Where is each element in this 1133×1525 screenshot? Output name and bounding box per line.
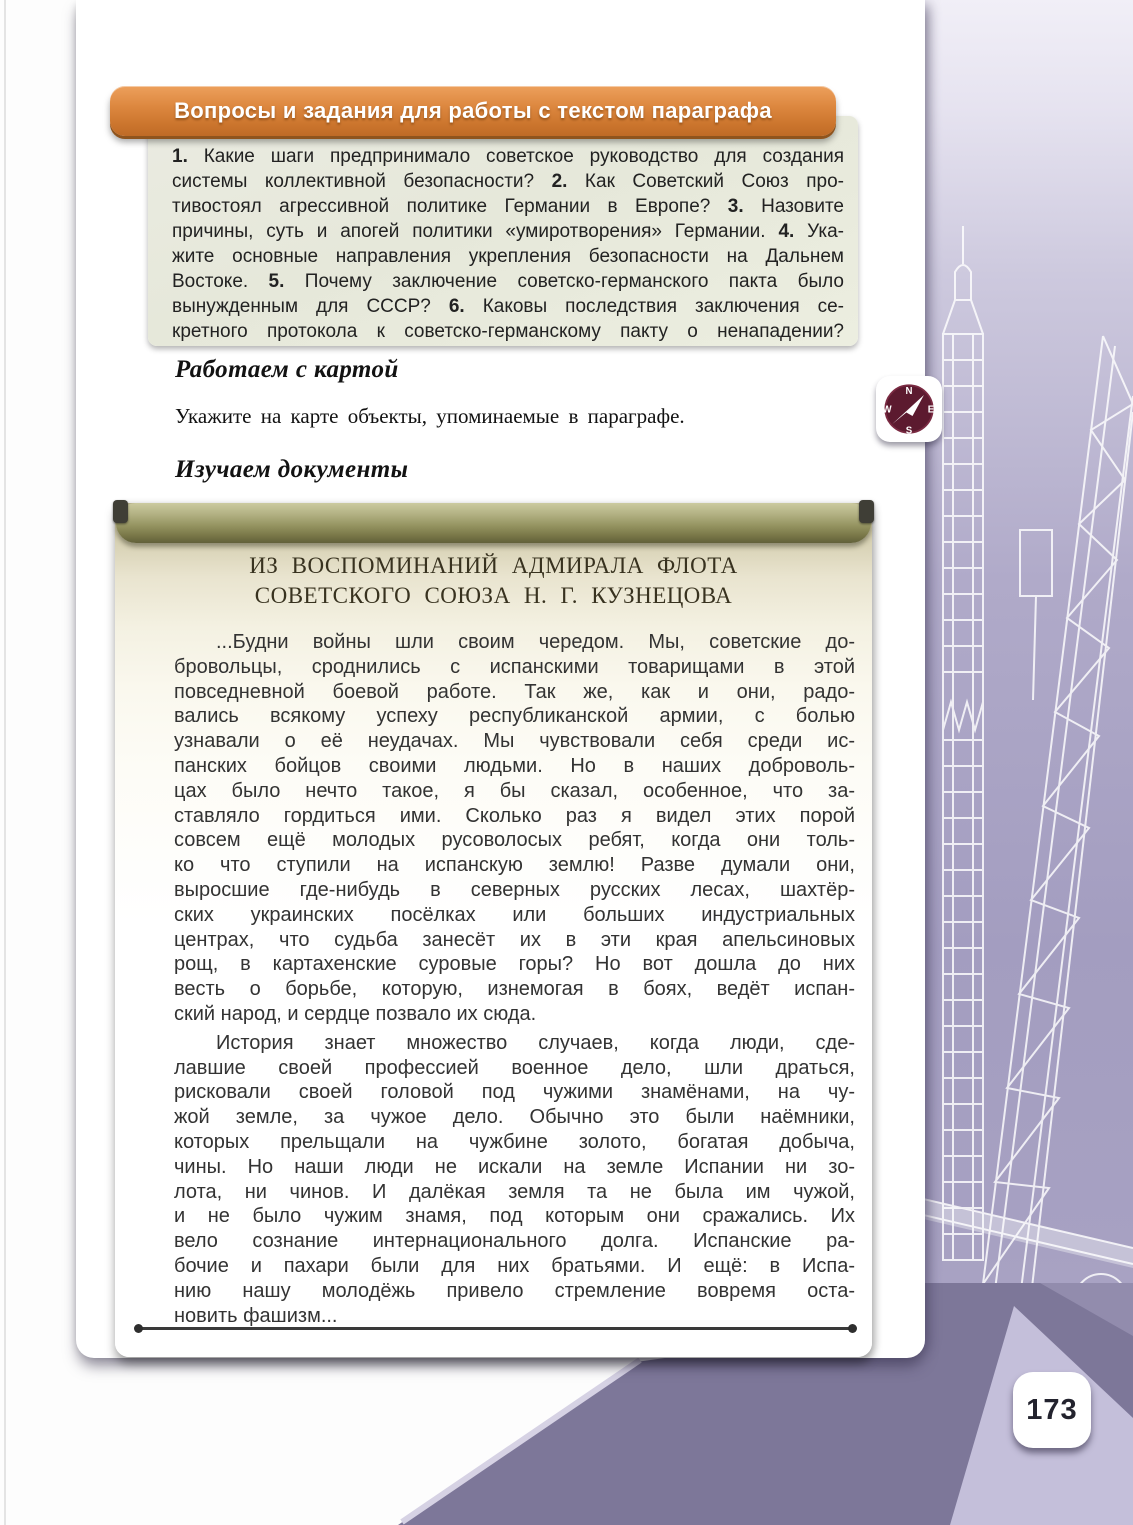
question-line: жите основные направления укрепления безопасности на Дальнем [172, 246, 844, 267]
document-line: ...Будни войны шли своим чередом. Мы, советские до- [216, 631, 855, 653]
document-line: которых прельщали на чужбине золото, богатая добыча, [174, 1130, 855, 1153]
questions-text [172, 144, 844, 344]
compass-letter-w: W [882, 404, 892, 416]
questions-banner-title: Вопросы и задания для работы с текстом параграфа [174, 98, 772, 123]
page-number-badge [1013, 1372, 1091, 1448]
document-line: вело сознание интернационального долга. Испанские ра- [174, 1230, 855, 1253]
compass-letter-s: S [905, 425, 913, 437]
document-line: История знает множество случаев, когда люди, сде- [216, 1031, 855, 1054]
question-line: Востоке. 5. Почему заключение советско-германского пакта было [172, 271, 844, 292]
question-line: 1. Какие шаги предпринимало советское руководство для создания [172, 146, 844, 167]
document-line: новить фашизм... [174, 1304, 338, 1327]
questions-box [148, 116, 858, 346]
document-end-divider [137, 1327, 854, 1330]
document-line: жой земле, за чужое дело. Обычно это были наёмники, [174, 1106, 855, 1129]
map-task-text: Укажите на карте объекты, упоминаемые в параграфе. [175, 404, 685, 428]
document-line: бровольцы, сроднились с испанскими товарищами в этой [174, 655, 855, 678]
document-line: центрах, что судьба занесёт их в эти края апельсиновых [174, 928, 855, 951]
document-line: и не было чужим знамя, под которым они сражались. Их [174, 1205, 855, 1228]
document-line: чины. Но наши люди не искали на земле Испании ни зо- [174, 1155, 855, 1178]
document-line: цах было нечто такое, я бы сказал, особенное, что за- [174, 779, 855, 802]
scroll-roll [116, 503, 871, 543]
document-line: ко что ступили на испанскую землю! Разве думали они, [174, 854, 855, 877]
page-content-card [76, 0, 935, 1358]
documents-section-heading: Изучаем документы [175, 456, 409, 483]
document-line: нию нашу молодёжь привело стремление вовремя оста- [174, 1279, 855, 1302]
scroll-rod-tip-right [859, 500, 874, 523]
question-line: кретного протокола к советско-германскому пакту о ненападении? [172, 321, 844, 342]
document-line: совсем ещё молодых русоволосых ребят, когда они толь- [174, 829, 855, 852]
scroll-rod-tip-left [113, 500, 128, 523]
document-paragraph [174, 1031, 855, 1329]
document-line: бочие и пахари были для них братьями. И ещё: в Испа- [174, 1254, 855, 1277]
question-line: системы коллективной безопасности? 2. Как Советский Союз про- [172, 171, 844, 192]
document-title [115, 551, 872, 611]
document-line: повседневной боевой работе. Так же, как и они, радо- [174, 680, 855, 703]
document-title-line: ИЗ ВОСПОМИНАНИЙ АДМИРАЛА ФЛОТА [249, 553, 738, 578]
document-scroll [115, 503, 872, 1357]
document-title-line: СОВЕТСКОГО СОЮЗА Н. Г. КУЗНЕЦОВА [254, 583, 733, 608]
document-line: ставляло гордиться ими. Сколько раз я видел этих порой [174, 804, 855, 827]
question-line: причины, суть и апогей политики «умиротворения» Германии. 4. Ука- [172, 221, 844, 242]
document-line: ский народ, и сердце позвало их сюда. [174, 1002, 537, 1025]
document-line: ских украинских посёлках или больших индустриальных [174, 903, 855, 926]
compass-icon [876, 376, 942, 442]
compass-letter-n: N [905, 386, 913, 398]
document-body [174, 630, 855, 1328]
page-number: 173 [1026, 1393, 1078, 1426]
document-line: весть о борьбе, которую, изнемогая в боях, ведёт испан- [174, 978, 855, 1001]
document-line: панских бойцов своими людьми. Но в наших доброволь- [174, 754, 855, 777]
map-section-heading: Работаем с картой [175, 356, 399, 383]
divider-dot-left [134, 1324, 143, 1333]
document-line: вались всякому успеху республиканской армии, с болью [174, 705, 855, 728]
questions-banner [110, 86, 836, 136]
document-line: лавшие своей профессией военное дело, шли драться, [174, 1056, 855, 1079]
document-line: лота, ни чинов. И далёкая земля та не была им чужой, [174, 1180, 855, 1203]
document-line: выросшие где-нибудь в северных русских лесах, шахтёр- [174, 878, 855, 901]
question-line: тивостоял агрессивной политике Германии в Европе? 3. Назовите [172, 196, 844, 217]
document-line: узнавали о её неудачах. Мы чувствовали себя среди ис- [174, 730, 855, 753]
compass-letter-e: E [927, 404, 935, 416]
document-paragraph [174, 630, 855, 1027]
question-line: вынужденным для СССР? 6. Каковы последствия заключения се- [172, 296, 844, 317]
document-line: рощ, в картахенские суровые горы? Но вот дошла до них [174, 953, 855, 976]
document-line: рисковали своей головой под чужими знамёнами, на чу- [174, 1081, 855, 1104]
divider-dot-right [848, 1324, 857, 1333]
